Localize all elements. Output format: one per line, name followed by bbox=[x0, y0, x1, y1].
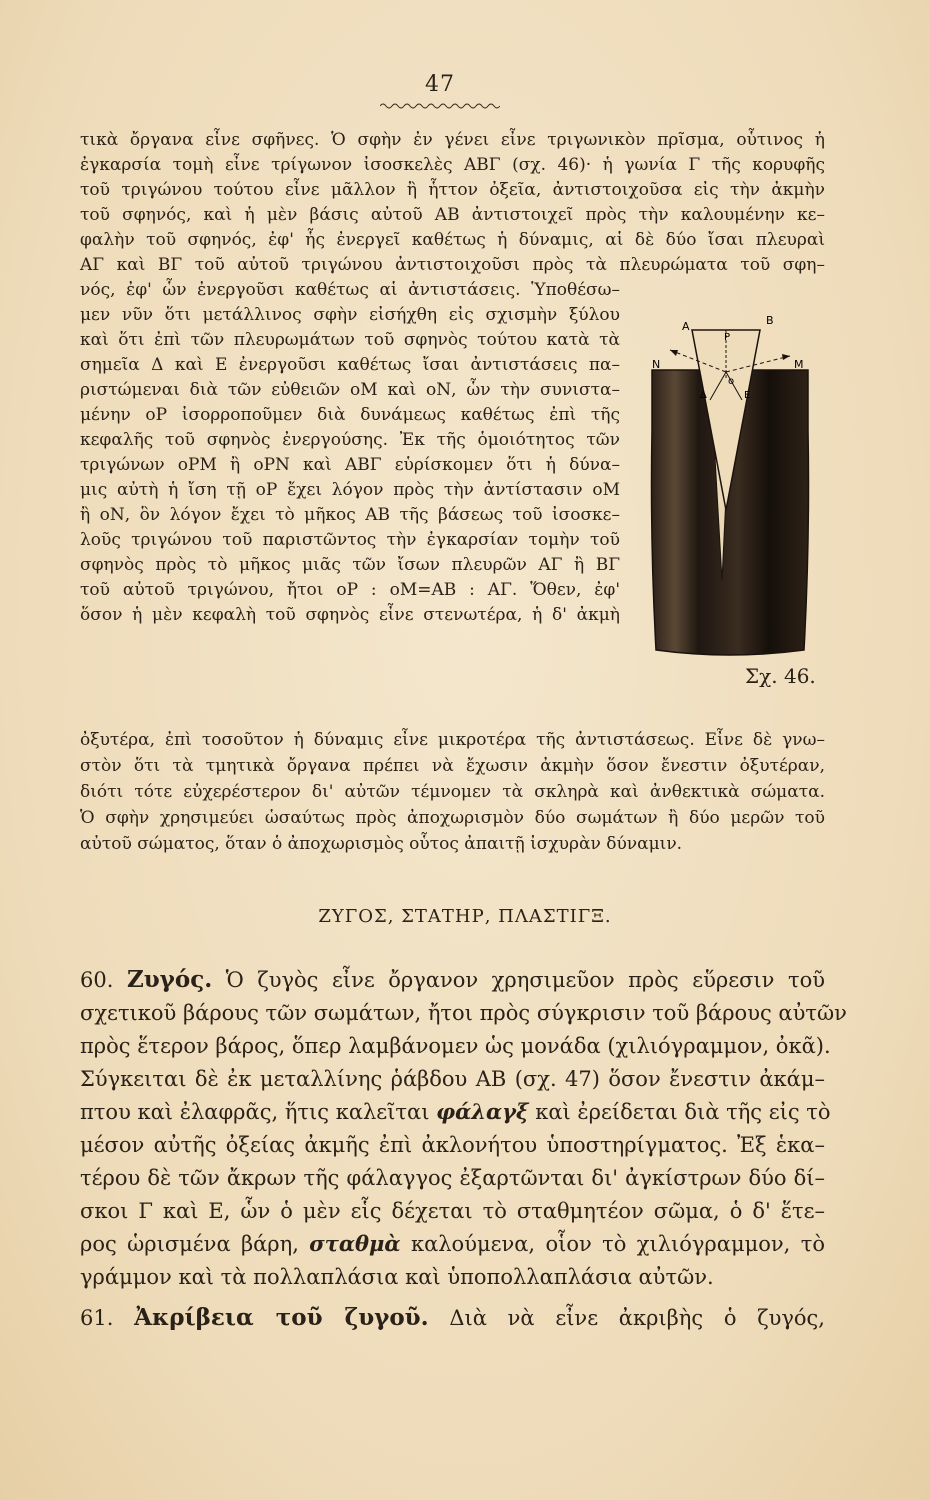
s60-number: 60. bbox=[80, 968, 114, 992]
s61-line-1 bbox=[80, 1304, 825, 1332]
top-lines-line: φαλὴν τοῦ σφηνός, ἐφ' ἧς ἐνεργεῖ καθέτως ἡ δύναμις, αἱ δὲ δύο ἴσαι πλευραὶ bbox=[80, 230, 825, 250]
figure-caption: Σχ. 46. bbox=[745, 664, 816, 688]
narrow-lines-line: μένην οΡ ἰσορροποῦμεν διὰ δυνάμεως καθέτως ἐπὶ τῆς bbox=[80, 405, 620, 425]
s60-line-9a: ρος ὡρισμένα βάρη, bbox=[80, 1232, 299, 1256]
full-lines-line: στὸν ὅτι τὰ τμητικὰ ὄργανα πρέπει νὰ ἔχωσιν ἀκμὴν ὅσον ἔνεστιν ὀξυτέραν, bbox=[80, 756, 825, 776]
top-lines-line: τοῦ σφηνός, καὶ ἡ μὲν βάσις αὐτοῦ ΑΒ ἀντιστοιχεῖ πρὸς τὴν καλουμένην κε– bbox=[80, 205, 825, 225]
narrow-lines-line: λοῦς τριγώνου τοῦ παριστῶντος τὴν ἐγκαρσίαν τομὴν τοῦ bbox=[80, 530, 620, 550]
s60-lines2-line: μέσον αὐτῆς ὀξείας ἀκμῆς ἐπὶ ἀκλονήτου ὑποστηρίγματος. Ἐξ ἑκα– bbox=[80, 1133, 825, 1157]
term-falanx: φάλαγξ bbox=[436, 1099, 529, 1124]
s60-title: Ζυγός. bbox=[126, 966, 213, 993]
narrow-lines-line: μεν νῦν ὅτι μετάλλινος σφὴν εἰσήχθη εἰς σχισμὴν ξύλου bbox=[80, 305, 620, 325]
narrow-lines-line: τοῦ αὐτοῦ τριγώνου, ἤτοι οΡ : οΜ=ΑΒ : ΑΓ. Ὅθεν, ἐφ' bbox=[80, 580, 620, 600]
s60-line-1 bbox=[80, 966, 825, 994]
s60-line-5b: καὶ ἐρείδεται διὰ τῆς εἰς τὸ bbox=[535, 1100, 831, 1124]
page-number: 47 bbox=[425, 72, 455, 97]
narrow-lines-line: σημεῖα Δ καὶ Ε ἐνεργοῦσι καθέτως ἴσαι ἀντιστάσεις πα– bbox=[80, 355, 620, 375]
narrow-lines-line: ὅσον ἡ μὲν κεφαλὴ τοῦ σφηνὸς εἶνε στενωτέρα, ἡ δ' ἀκμὴ bbox=[80, 605, 620, 625]
s60-lines-line: Σύγκειται δὲ ἐκ μεταλλίνης ῥάβδου ΑΒ (σχ. 47) ὅσον ἔνεστιν ἀκάμ– bbox=[80, 1067, 825, 1091]
figure-46-wedge bbox=[640, 310, 820, 670]
narrow-lines-line: νός, ἐφ' ὧν ἐνεργοῦσι καθέτως αἱ ἀντιστάσεις. Ὑποθέσω– bbox=[80, 280, 620, 300]
fig-label-delta: Δ bbox=[700, 390, 707, 401]
s60-line-10: γράμμον καὶ τὰ πολλαπλάσια καὶ ὑποπολλαπλάσια αὐτῶν. bbox=[80, 1265, 714, 1289]
s60-lines-line: σχετικοῦ βάρους τῶν σωμάτων, ἤτοι πρὸς σύγκρισιν τοῦ βάρους αὐτῶν bbox=[80, 1001, 847, 1025]
s60-line-9b: καλούμενα, οἷον τὸ χιλιόγραμμον, τὸ bbox=[410, 1232, 825, 1256]
fig-label-o: o bbox=[728, 376, 735, 387]
fig-label-e: E bbox=[744, 390, 751, 401]
fig-label-n: N bbox=[652, 358, 661, 371]
narrow-lines-line: ριστώμεναι διὰ τῶν εὐθειῶν οΜ καὶ οΝ, ὧν τὴν συνιστα– bbox=[80, 380, 620, 400]
full-lines-line: διότι τότε εὐχερέστερον δι' αὐτῶν τέμνομεν τὰ σκληρὰ καὶ ἀνθεκτικὰ σώματα. bbox=[80, 782, 825, 802]
s60-lines-line: πρὸς ἕτερον βάρος, ὅπερ λαμβάνομεν ὡς μονάδα (χιλιόγραμμον, ὀκᾶ). bbox=[80, 1034, 831, 1058]
narrow-lines-line: σφηνὸς πρὸς τὸ μῆκος μιᾶς τῶν ἴσων πλευρῶν ΑΓ ἢ ΒΓ bbox=[80, 555, 620, 575]
term-stathma: σταθμὰ bbox=[309, 1231, 401, 1256]
full-lines-line: αὐτοῦ σώματος, ὅταν ὁ ἀποχωρισμὸς οὗτος ἀπαιτῇ ἰσχυρὰν δύναμιν. bbox=[80, 834, 683, 854]
top-lines-line: τοῦ τριγώνου τούτου εἶνε μᾶλλον ἢ ἧττον ὀξεῖα, ἀντιστοιχοῦσα εἰς τὴν ἀκμὴν bbox=[80, 180, 825, 200]
fig-label-p: P bbox=[724, 332, 731, 343]
s60-line-5 bbox=[80, 1098, 831, 1126]
fig-label-b: B bbox=[766, 314, 774, 327]
narrow-lines-line: καὶ ὅτι ἐπὶ τῶν πλευρωμάτων τοῦ σφηνὸς τούτου κατὰ τὰ bbox=[80, 330, 620, 350]
fig-label-a: A bbox=[682, 320, 690, 333]
s61-number: 61. bbox=[80, 1306, 114, 1330]
narrow-lines-line: τριγώνων οΡΜ ἢ οΡΝ καὶ ΑΒΓ εὑρίσκομεν ὅτι ἡ δύνα– bbox=[80, 455, 620, 475]
section-heading: ΖΥΓΟΣ, ΣΤΑΤΗΡ, ΠΛΑΣΤΙΓΞ. bbox=[318, 906, 612, 927]
s61-line-1-text: Διὰ νὰ εἶνε ἀκριβὴς ὁ ζυγός, bbox=[449, 1306, 825, 1330]
s60-lines2-line: τέρου δὲ τῶν ἄκρων τῆς φάλαγγος ἐξαρτῶνται δι' ἀγκίστρων δύο δί– bbox=[80, 1166, 825, 1190]
s60-line-9 bbox=[80, 1230, 825, 1258]
s60-line-8: σκοι Γ καὶ Ε, ὧν ὁ μὲν εἷς δέχεται τὸ σταθμητέον σῶμα, ὁ δ' ἕτε– bbox=[80, 1199, 825, 1223]
s60-line-1-text: Ὁ ζυγὸς εἶνε ὄργανον χρησιμεῦον πρὸς εὕρεσιν τοῦ bbox=[225, 968, 825, 992]
narrow-lines-line: ἢ οΝ, ὃν λόγον ἔχει τὸ μῆκος ΑΒ τῆς βάσεως τοῦ ἰσοσκε– bbox=[80, 505, 620, 525]
page-number-ornament bbox=[380, 102, 500, 110]
fig-label-m: M bbox=[794, 358, 804, 371]
s61-title: Ἀκρίβεια τοῦ ζυγοῦ. bbox=[134, 1304, 429, 1331]
top-lines-line: τικὰ ὄργανα εἶνε σφῆνες. Ὁ σφὴν ἐν γένει εἶνε τριγωνικὸν πρῖσμα, οὗτινος ἡ bbox=[80, 130, 825, 150]
top-lines-line: ἐγκαρσία τομὴ εἶνε τρίγωνον ἰσοσκελὲς ΑΒΓ (σχ. 46)· ἡ γωνία Γ τῆς κορυφῆς bbox=[80, 155, 825, 175]
s60-line-5a: πτου καὶ ἐλαφρᾶς, ἥτις καλεῖται bbox=[80, 1100, 430, 1124]
narrow-lines-line: μις αὐτὴ ἡ ἴση τῇ οΡ ἔχει λόγον πρὸς τὴν ἀντίστασιν οΜ bbox=[80, 480, 620, 500]
full-lines-line: Ὁ σφὴν χρησιμεύει ὡσαύτως πρὸς ἀποχωρισμὸν δύο σωμάτων ἢ δύο μερῶν τοῦ bbox=[80, 808, 825, 828]
top-lines-line: ΑΓ καὶ ΒΓ τοῦ αὐτοῦ τριγώνου ἀντιστοιχοῦσι πρὸς τὰ πλευρώματα τοῦ σφη– bbox=[80, 255, 825, 275]
full-lines-line: ὀξυτέρα, ἐπὶ τοσοῦτον ἡ δύναμις εἶνε μικροτέρα τῆς ἀντιστάσεως. Εἶνε δὲ γνω– bbox=[80, 730, 825, 750]
narrow-lines-line: κεφαλῆς τοῦ σφηνὸς ἐνεργούσης. Ἐκ τῆς ὁμοιότητος τῶν bbox=[80, 430, 620, 450]
